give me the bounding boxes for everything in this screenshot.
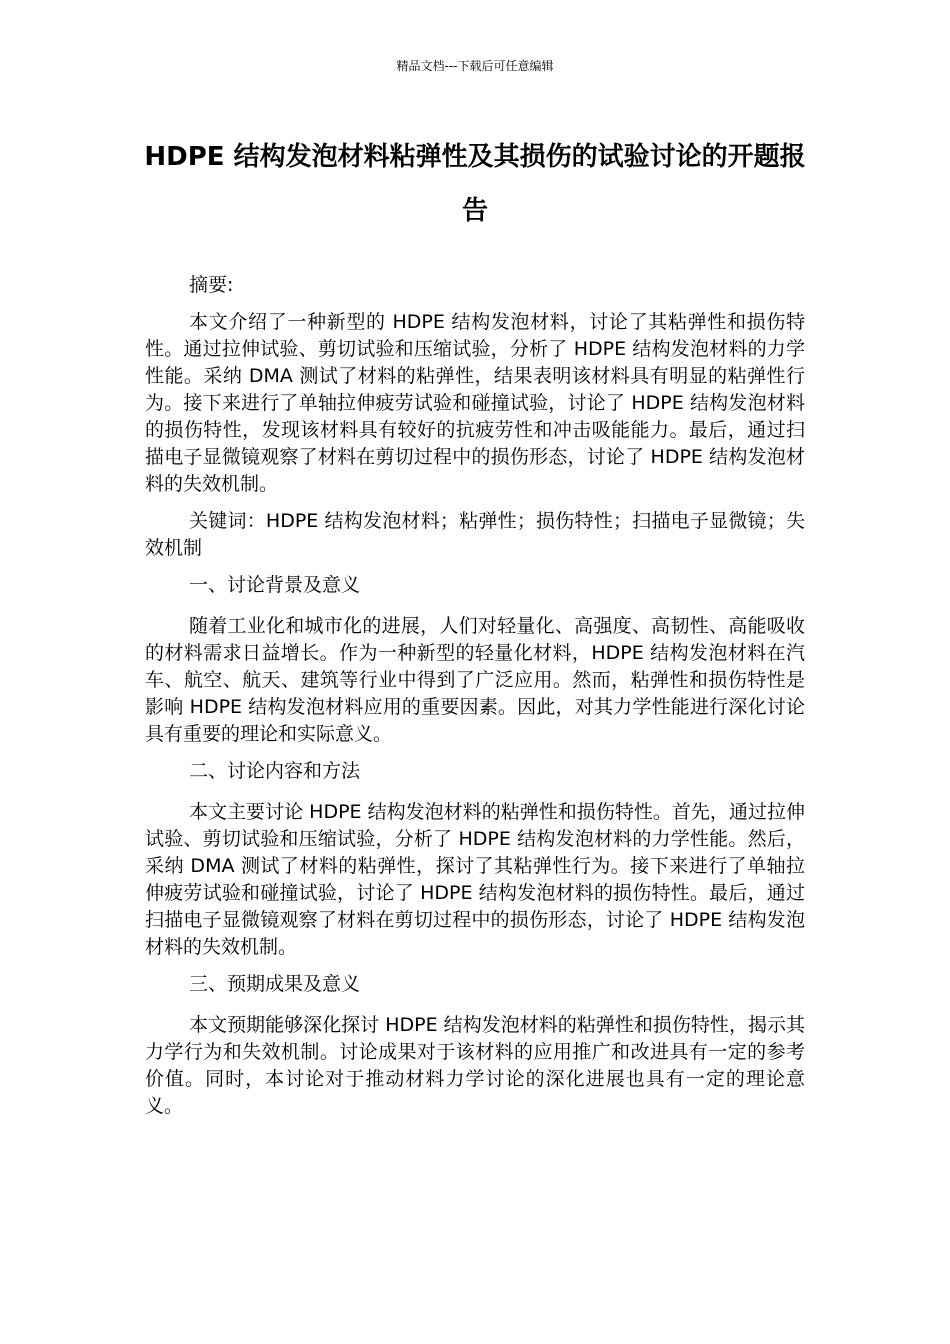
section-paragraph-background: 随着工业化和城市化的进展，人们对轻量化、高强度、高韧性、高能吸收的材料需求日益增长。作为一种新型的轻量化材料，HDPE 结构发泡材料在汽车、航空、航天、建筑等行业中得到了广泛应用。然而，粘弹性和损伤特性是影响 HDPE 结构发泡材料应用的重要因素。因此，对其力学性能进行深化讨论具有重要的理论和实际意义。 [145,615,805,745]
section-heading-background: 一、讨论背景及意义 [189,574,361,596]
keywords-paragraph: 关键词：HDPE 结构发泡材料；粘弹性；损伤特性；扫描电子显微镜；失效机制 [145,510,805,559]
header-note: 精品文档---下载后可任意编辑 [396,59,554,73]
section-heading-content-method: 二、讨论内容和方法 [189,760,361,782]
document-title: HDPE 结构发泡材料粘弹性及其损伤的试验讨论的开题报告 [144,142,806,226]
section-paragraph-content-method: 本文主要讨论 HDPE 结构发泡材料的粘弹性和损伤特性。首先，通过拉伸试验、剪切试验和压缩试验，分析了 HDPE 结构发泡材料的力学性能。然后，采纳 DMA 测试了材料的粘弹性，探讨了其粘弹性行为。接下来进行了单轴拉伸疲劳试验和碰撞试验，讨论了 HDPE 结构发泡材料的损伤特性。最后，通过扫描电子显微镜观察了材料在剪切过程中的损伤形态，讨论了 HDPE 结构发泡材料的失效机制。 [145,801,805,958]
section-paragraph-expected-results: 本文预期能够深化探讨 HDPE 结构发泡材料的粘弹性和损伤特性，揭示其力学行为和失效机制。讨论成果对于该材料的应用推广和改进具有一定的参考价值。同时，本讨论对于推动材料力学讨论的深化进展也具有一定的理论意义。 [145,1014,805,1117]
section-heading-expected-results: 三、预期成果及意义 [189,973,361,995]
abstract-label: 摘要: [189,274,234,296]
abstract-paragraph: 本文介绍了一种新型的 HDPE 结构发泡材料，讨论了其粘弹性和损伤特性。通过拉伸试验、剪切试验和压缩试验，分析了 HDPE 结构发泡材料的力学性能。采纳 DMA 测试了材料的粘弹性，结果表明该材料具有明显的粘弹性行为。接下来进行了单轴拉伸疲劳试验和碰撞试验，讨论了 HDPE 结构发泡材料的损伤特性，发现该材料具有较好的抗疲劳性和冲击吸能能力。最后，通过扫描电子显微镜观察了材料在剪切过程中的损伤形态，讨论了 HDPE 结构发泡材料的失效机制。 [145,311,805,495]
document-body [145,272,805,1130]
